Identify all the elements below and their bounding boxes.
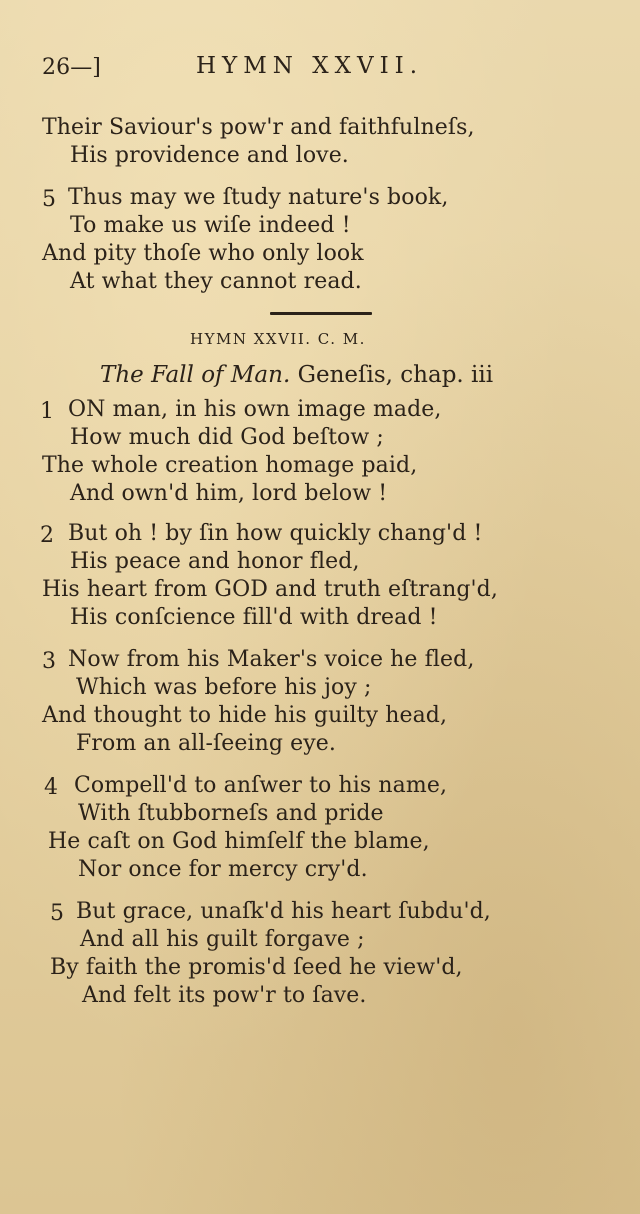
verse-line: He caſt on God himſelf the blame, [48, 829, 430, 854]
running-title: HYMN XXVII. [196, 53, 424, 79]
verse-line: At what they cannot read. [70, 269, 362, 294]
verse-line: To make us wiſe indeed ! [70, 213, 351, 238]
verse-line: And own'd him, lord below ! [70, 481, 388, 506]
verse-line: His heart from GOD and truth eſtrang'd, [42, 577, 498, 602]
verse-line: The whole creation homage paid, [42, 453, 418, 478]
verse-number: 1 [40, 399, 54, 424]
prev-hymn-line: Their Saviour's pow'r and faithfulneſs, [42, 115, 475, 140]
verse-number: 4 [44, 775, 58, 800]
verse-line: Now from his Maker's voice he fled, [68, 647, 475, 672]
verse-number: 3 [42, 649, 56, 674]
verse-line: Nor once for mercy cry'd. [78, 857, 368, 882]
verse-line: How much did God beſtow ; [70, 425, 384, 450]
verse-line: From an all-ſeeing eye. [76, 731, 337, 756]
verse-line: And pity thoſe who only look [42, 241, 364, 266]
page-number: 26—] [42, 55, 101, 80]
verse-line: And all his guilt forgave ; [80, 927, 365, 952]
verse-line: With ſtubborneſs and pride [78, 801, 384, 826]
verse-line: But oh ! by ſin how quickly chang'd ! [68, 521, 483, 546]
verse-number: 5 [42, 187, 56, 212]
verse-line: Thus may we ſtudy nature's book, [68, 185, 449, 210]
verse-number: 5 [50, 901, 64, 926]
verse-line: Which was before his joy ; [76, 675, 372, 700]
verse-line: But grace, unaſk'd his heart ſubdu'd, [76, 899, 491, 924]
verse-line: And thought to hide his guilty head, [42, 703, 448, 728]
hymn-subject [100, 362, 493, 388]
verse-line: And felt its pow'r to ſave. [82, 983, 367, 1008]
verse-line: ON man, in his own image made, [68, 397, 442, 422]
hymn-title: The Fall of Man. [100, 362, 291, 388]
verse-line: His conſcience fill'd with dread ! [70, 605, 438, 630]
verse-line: Compell'd to anſwer to his name, [74, 773, 448, 798]
verse-line: His peace and honor fled, [70, 549, 360, 574]
scripture-reference: Geneſis, chap. iii [297, 362, 494, 388]
section-divider [270, 312, 372, 315]
prev-hymn-line: His providence and love. [70, 143, 349, 168]
verse-line: By faith the promis'd ſeed he view'd, [50, 955, 463, 980]
verse-number: 2 [40, 523, 54, 548]
hymn-heading: HYMN XXVII. C. M. [190, 330, 366, 348]
